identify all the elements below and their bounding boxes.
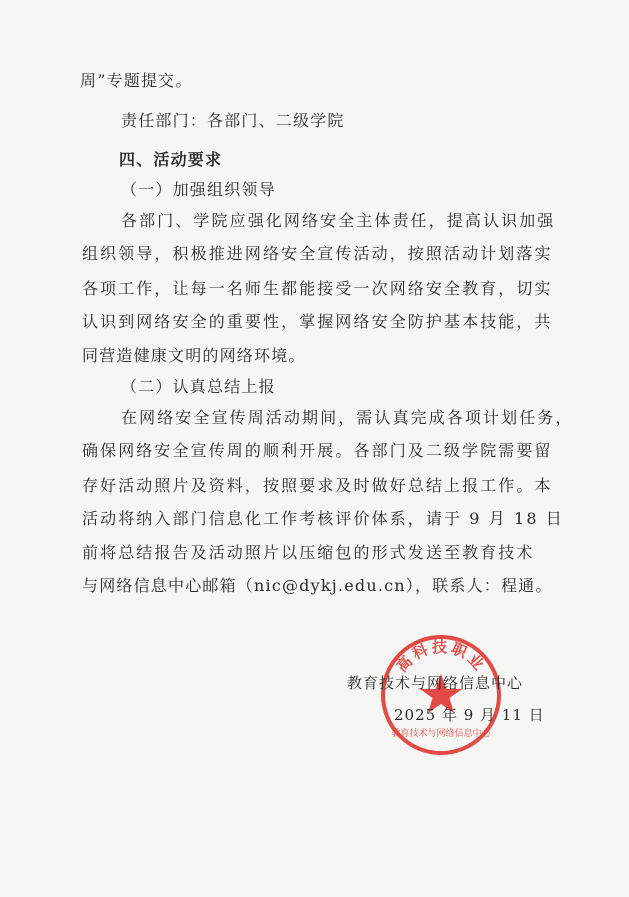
svg-text:高科技职业 (393, 638, 490, 676)
seal-ring-text: 高科技职业 (392, 638, 490, 676)
paragraph-line: 认识到网络安全的重要性，掌握网络安全防护基本技能，共 (82, 312, 553, 331)
subheading-summary-report: （二）认真总结上报 (121, 377, 276, 396)
paragraph-line: 前将总结报告及活动照片以压缩包的形式发送至教育技术 (82, 543, 535, 562)
paragraph-line: 确保网络安全宣传周的顺利开展。各部门及二级学院需要留 (82, 441, 553, 460)
paragraph-line: 同营造健康文明的网络环境。 (82, 346, 306, 365)
issue-date: 2025 年 9 月 11 日 (394, 706, 545, 724)
official-seal-icon (378, 632, 504, 758)
responsible-department: 责任部门：各部门、二级学院 (121, 111, 345, 130)
paragraph-tail: 周”专题提交。 (80, 71, 193, 90)
section-heading-activity-requirements: 四、活动要求 (119, 150, 223, 169)
paragraph-line: 在网络安全宣传周活动期间，需认真完成各项计划任务， (121, 408, 574, 427)
seal-bottom-text: 教育技术与网络信息中心 (391, 729, 491, 739)
paragraph-line: 各部门、学院应强化网络安全主体责任，提高认识加强 (121, 211, 556, 230)
paragraph-line: 各项工作，让每一名师生都能接受一次网络安全教育，切实 (82, 279, 553, 298)
subheading-organization: （一）加强组织领导 (121, 180, 276, 199)
paragraph-line: 组织领导，积极推进网络安全宣传活动，按照活动计划落实 (82, 244, 553, 263)
issuer-name: 教育技术与网络信息中心 (347, 674, 524, 692)
paragraph-line: 活动将纳入部门信息化工作考核评价体系，请于 9 月 18 日 (82, 509, 564, 528)
paragraph-line: 存好活动照片及资料，按照要求及时做好总结上报工作。本 (82, 476, 553, 495)
paragraph-line-contact: 与网络信息中心邮箱（nic@dykj.edu.cn），联系人：程通。 (82, 576, 553, 595)
